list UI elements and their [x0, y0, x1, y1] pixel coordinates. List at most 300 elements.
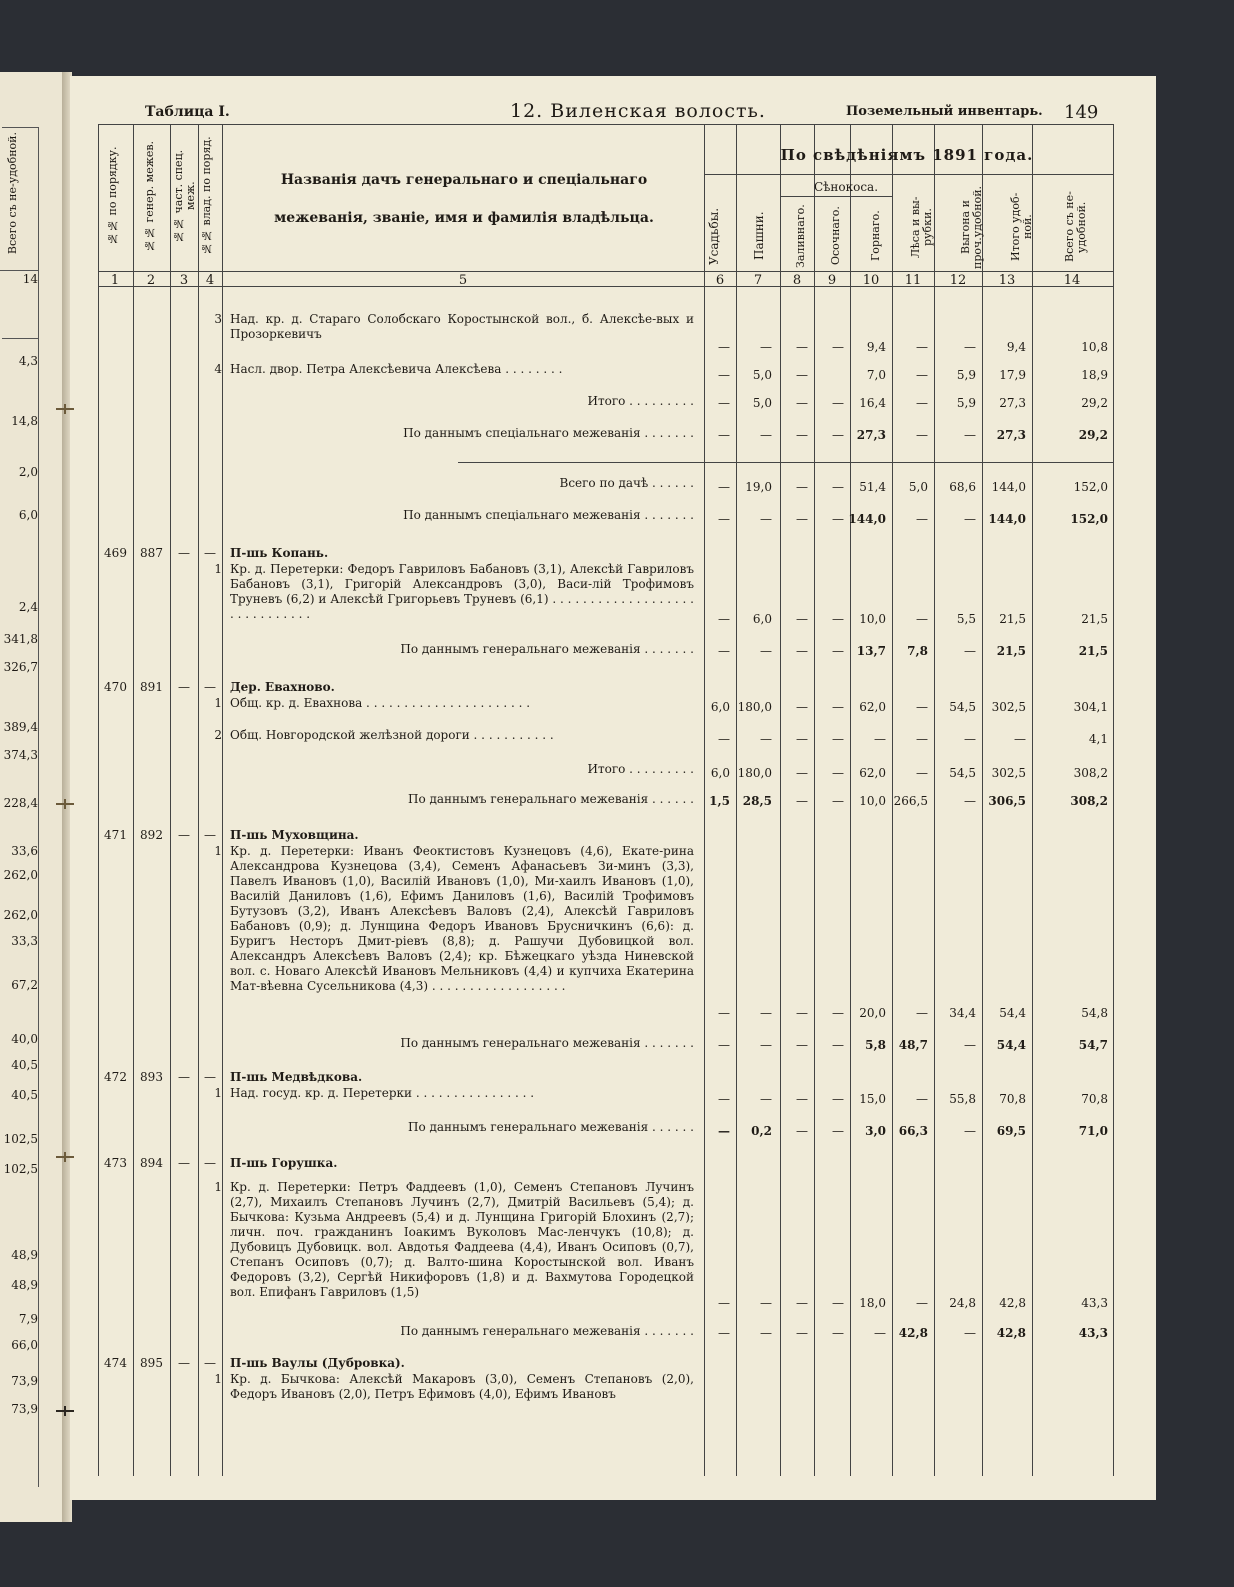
column-header-grand-total: Всего съ не-удобной.	[1063, 191, 1088, 263]
value-cell: —	[916, 766, 928, 780]
left-page-fragment	[0, 72, 64, 1522]
value-cell: —	[760, 1006, 772, 1020]
binding-clip-icon	[56, 1148, 74, 1166]
binding-clip-icon	[56, 1402, 74, 1420]
value-cell: 308,2	[1073, 766, 1108, 780]
value-cell: —	[832, 644, 844, 658]
row-owner-number: —	[204, 1070, 216, 1084]
row-general-survey-number: 892	[140, 828, 163, 842]
value-cell: 6,0	[710, 700, 730, 714]
value-cell: —	[796, 1038, 808, 1052]
value-cell: —	[916, 340, 928, 354]
value-cell: 62,0	[859, 700, 886, 714]
value-cell: 29,2	[1078, 428, 1108, 442]
column-header-flooded: Заливнаго.	[794, 204, 807, 268]
value-cell: 180,0	[737, 766, 772, 780]
left-page-value: 7,9	[18, 1312, 38, 1326]
owner-description: Кр. д. Перетерки: Федоръ Гавриловъ Бабановъ (3,1), Алексѣй Гавриловъ Бабановъ (3,1), Григорій Александровъ (3,0), Васи-лій Трофимовъ Труневъ (6,2) и Алексѣй Григорьевъ Труневъ (6,1) . . . . . . . . . . . . . . . . . . . . . . . . . . . . . .	[230, 562, 694, 621]
left-page-value: 48,9	[11, 1278, 38, 1292]
value-cell: 27,3	[999, 396, 1026, 410]
column-header-names-line2: межеванія, званіе, имя и фамилія владѣльца.	[274, 210, 654, 226]
row-owner-number: 1	[214, 696, 222, 710]
value-cell: 13,7	[856, 644, 886, 658]
subtotal-label: По даннымъ генеральнаго межеванія . . . . . . .	[400, 642, 694, 656]
value-cell: 68,6	[949, 480, 976, 494]
value-cell: —	[916, 1006, 928, 1020]
header-rule	[780, 196, 892, 197]
value-cell: 55,8	[949, 1092, 976, 1106]
value-cell: 54,8	[1081, 1006, 1108, 1020]
column-header-total-usable: Итого удоб-ной.	[1009, 192, 1034, 262]
row-special-survey-number: —	[178, 1356, 190, 1370]
value-cell: —	[718, 1038, 730, 1052]
value-cell: —	[718, 612, 730, 626]
left-page-value: 228,4	[3, 796, 38, 810]
value-cell: —	[718, 644, 730, 658]
volost-title: 12. Виленская волость.	[510, 100, 766, 122]
value-cell: —	[718, 340, 730, 354]
value-cell: 180,0	[737, 700, 772, 714]
row-owner-number: 1	[214, 844, 222, 858]
column-number: 14	[1063, 273, 1081, 288]
column-rule	[222, 124, 223, 1476]
column-number: 5	[458, 273, 468, 288]
value-cell: 54,4	[999, 1006, 1026, 1020]
value-cell: —	[718, 1326, 730, 1340]
value-cell: —	[796, 794, 808, 808]
value-cell: —	[796, 396, 808, 410]
value-cell: —	[718, 732, 730, 746]
value-cell: —	[718, 1006, 730, 1020]
row-owner-number: 3	[214, 312, 222, 326]
value-cell: 24,8	[949, 1296, 976, 1310]
column-header-special-survey: №№ част. спец. меж.	[172, 149, 197, 243]
value-cell: 42,8	[999, 1296, 1026, 1310]
value-cell: —	[916, 396, 928, 410]
value-cell: —	[1014, 732, 1026, 746]
column-header-order: №№ по порядку.	[106, 146, 119, 246]
left-page-value: 102,5	[3, 1132, 38, 1146]
value-cell: —	[832, 1092, 844, 1106]
value-cell: 9,4	[1006, 340, 1026, 354]
value-cell: —	[796, 644, 808, 658]
left-page-value: 4,3	[18, 354, 38, 368]
value-cell: —	[796, 428, 808, 442]
column-rule	[1113, 124, 1114, 1476]
value-cell: 20,0	[859, 1006, 886, 1020]
page-number: 149	[1064, 102, 1099, 123]
value-cell: —	[832, 1006, 844, 1020]
left-page-value: 40,5	[11, 1058, 38, 1072]
value-cell: 34,4	[949, 1006, 976, 1020]
value-cell: 29,2	[1081, 396, 1108, 410]
document-page	[70, 76, 1156, 1500]
row-order-number: 472	[104, 1070, 127, 1084]
value-cell: —	[874, 732, 886, 746]
subtotal-label: Итого . . . . . . . . .	[587, 762, 694, 776]
value-cell: —	[832, 612, 844, 626]
row-special-survey-number: —	[178, 680, 190, 694]
value-cell: 308,2	[1070, 794, 1108, 808]
value-cell: 42,8	[996, 1326, 1026, 1340]
value-cell: —	[796, 1326, 808, 1340]
column-number: 11	[904, 273, 922, 288]
value-cell: —	[718, 396, 730, 410]
value-cell: —	[760, 1296, 772, 1310]
column-rule	[1032, 124, 1033, 1476]
column-header-pasture: Выгона и проч.удобной.	[959, 185, 984, 269]
left-page-value: 73,9	[11, 1374, 38, 1388]
column-number: 2	[146, 273, 156, 288]
left-page-value: 66,0	[11, 1338, 38, 1352]
value-cell: —	[718, 368, 730, 382]
value-cell: —	[832, 766, 844, 780]
value-cell: 302,5	[991, 766, 1026, 780]
value-cell: —	[874, 1326, 886, 1340]
row-special-survey-number: —	[178, 1156, 190, 1170]
value-cell: 17,9	[999, 368, 1026, 382]
value-cell: —	[796, 612, 808, 626]
value-cell: 27,3	[856, 428, 886, 442]
value-cell: —	[964, 512, 976, 526]
row-order-number: 473	[104, 1156, 127, 1170]
left-page-value: 262,0	[3, 908, 38, 922]
value-cell: —	[718, 1092, 730, 1106]
value-cell: —	[832, 428, 844, 442]
left-page-value: 262,0	[3, 868, 38, 882]
left-page-rule	[38, 127, 39, 1487]
value-cell: —	[964, 340, 976, 354]
value-cell: —	[796, 1092, 808, 1106]
column-header-upland: Горнаго.	[869, 210, 882, 262]
value-cell: —	[760, 512, 772, 526]
value-cell: 70,8	[1081, 1092, 1108, 1106]
left-page-value: 389,4	[3, 720, 38, 734]
section-title: Поземельный инвентарь.	[846, 104, 1043, 119]
column-header-sedge: Осочнаго.	[829, 206, 842, 266]
owner-description: Общ. Новгородской желѣзной дороги . . . . . . . . . . .	[230, 728, 554, 742]
value-cell: 5,0	[908, 480, 928, 494]
value-cell: 3,0	[865, 1124, 886, 1138]
subtotal-label: По даннымъ генеральнаго межеванія . . . . . .	[407, 1120, 694, 1134]
value-cell: —	[964, 1038, 976, 1052]
left-page-value: 102,5	[3, 1162, 38, 1176]
column-number: 9	[827, 273, 837, 288]
column-header-general-survey: №№ генер. межев.	[143, 140, 156, 252]
value-cell: 144,0	[988, 512, 1026, 526]
value-cell: 48,7	[898, 1038, 928, 1052]
left-page-value: 341,8	[3, 632, 38, 646]
value-cell: 6,0	[710, 766, 730, 780]
column-header-names-line1: Названія дачъ генеральнаго и спеціальнаго	[280, 172, 648, 188]
left-page-value: 40,0	[11, 1032, 38, 1046]
value-cell: 266,5	[893, 794, 928, 808]
value-cell: 9,4	[866, 340, 886, 354]
column-group-hay: Сѣнокоса.	[813, 180, 879, 194]
value-cell: —	[760, 732, 772, 746]
subtotal-rule	[458, 462, 1113, 463]
header-rule	[98, 271, 1113, 272]
value-cell: 54,5	[949, 700, 976, 714]
left-page-value: 6,0	[18, 508, 38, 522]
left-page-value: 326,7	[3, 660, 38, 674]
value-cell: —	[832, 340, 844, 354]
row-special-survey-number: —	[178, 546, 190, 560]
row-owner-number: 1	[214, 1086, 222, 1100]
owner-description: Общ. кр. д. Евахнова . . . . . . . . . . . . . . . . . . . . . .	[230, 696, 531, 710]
value-cell: —	[796, 1296, 808, 1310]
owner-description: Над. госуд. кр. д. Перетерки . . . . . . . . . . . . . . . .	[230, 1086, 535, 1100]
row-owner-number: 1	[214, 1372, 222, 1386]
value-cell: —	[718, 428, 730, 442]
value-cell: 302,5	[991, 700, 1026, 714]
value-cell: —	[832, 1326, 844, 1340]
row-owner-number: —	[204, 680, 216, 694]
row-owner-number: 4	[214, 362, 222, 376]
value-cell: —	[964, 794, 976, 808]
value-cell: 71,0	[1078, 1124, 1108, 1138]
owner-description: Насл. двор. Петра Алексѣевича Алексѣева . . . . . . . .	[230, 362, 563, 376]
value-cell: —	[718, 1296, 730, 1310]
value-cell: 15,0	[859, 1092, 886, 1106]
subtotal-label: По даннымъ спеціальнаго межеванія . . . . . . .	[403, 426, 694, 440]
column-number: 7	[753, 273, 763, 288]
row-owner-number: 1	[214, 562, 222, 576]
value-cell: —	[832, 512, 844, 526]
value-cell: —	[760, 644, 772, 658]
column-number: 4	[205, 273, 215, 288]
row-order-number: 474	[104, 1356, 127, 1370]
value-cell: 152,0	[1073, 480, 1108, 494]
row-order-number: 470	[104, 680, 127, 694]
value-cell: 10,8	[1081, 340, 1108, 354]
column-rule	[198, 124, 199, 1476]
value-cell: —	[796, 340, 808, 354]
estate-title: П-шь Медвѣдкова.	[230, 1070, 363, 1084]
value-cell: 5,5	[956, 612, 976, 626]
column-header-owner-order: №№ влад. по поряд.	[200, 136, 213, 256]
value-cell: 27,3	[996, 428, 1026, 442]
column-rule	[98, 124, 99, 1476]
value-cell: 0,2	[751, 1124, 772, 1138]
left-page-value: 33,6	[11, 844, 38, 858]
row-special-survey-number: —	[178, 1070, 190, 1084]
value-cell: —	[796, 732, 808, 746]
column-number: 8	[792, 273, 802, 288]
value-cell: —	[964, 732, 976, 746]
value-cell: 51,4	[859, 480, 886, 494]
column-header-arable: Пашни.	[752, 211, 766, 261]
value-cell: —	[964, 644, 976, 658]
value-cell: —	[832, 700, 844, 714]
column-number: 10	[862, 273, 880, 288]
row-owner-number: 1	[214, 1180, 222, 1194]
column-group-1891: По свѣдѣніямъ 1891 года.	[780, 146, 1034, 164]
value-cell: 7,8	[907, 644, 928, 658]
value-cell: 18,9	[1081, 368, 1108, 382]
estate-title: Дер. Евахново.	[230, 680, 335, 694]
owner-description: Кр. д. Перетерки: Иванъ Феоктистовъ Кузнецовъ (4,6), Екате-рина Александрова Кузнецова (3,4), Семенъ Афанасьевъ Зи-минъ (3,3), Павелъ Ивановъ (1,0), Василій Ивановъ (1,0), Ми-хаилъ Ивановъ (1,0), Василій Даниловъ (1,6), Ефимъ Даниловъ (1,6), Василій Трофимовъ Бутузовъ (3,2), Иванъ Алексѣевъ Валовъ (2,4), Алексѣй Гавриловъ Бабановъ (0,9); д. Лунщина Федоръ Ивановъ Брусничкинъ (6,6): д. Буригъ Несторъ Дмит-ріевъ (8,8); д. Рашучи Дубовицкой вол. Александръ Алексѣевъ Валовъ (2,4); кр. Бѣжецкаго уѣзда Ниневской вол. с. Новаго Алексѣй Ивановъ Мельниковъ (4,4) и купчиха Екатерина Мат-вѣевна Сусельникова (4,3) . . . . . . . . . . . . . . . . . .	[230, 844, 694, 993]
estate-title: П-шь Горушка.	[230, 1156, 338, 1170]
value-cell: —	[760, 1092, 772, 1106]
value-cell: —	[796, 766, 808, 780]
value-cell: 5,9	[956, 368, 976, 382]
value-cell: —	[916, 428, 928, 442]
value-cell: 144,0	[991, 480, 1026, 494]
value-cell: —	[760, 340, 772, 354]
left-page-value: 48,9	[11, 1248, 38, 1262]
row-general-survey-number: 893	[140, 1070, 163, 1084]
row-general-survey-number: 891	[140, 680, 163, 694]
column-rule	[170, 124, 171, 1476]
owner-description: Кр. д. Перетерки: Петръ Фаддеевъ (1,0), Семенъ Степановъ Лучинъ (2,7), Михаилъ Степановъ Лучинъ (2,7), Дмитрій Васильевъ (5,4); д. Бычкова: Кузьма Андреевъ (5,4) и д. Лунщина Григорій Блохинъ (2,7); личн. поч. гражданинъ Іоакимъ Вуколовъ Мас-ленчукъ (10,8); д. Дубовицъ Дубовицк. вол. Авдотья Фаддеева (4,4), Иванъ Осиповъ (0,7), Степанъ Осиповъ (0,7); д. Валто-шина Коростынской вол. Иванъ Федоровъ (3,2), Сергѣй Никифоровъ (1,8) и д. Вахмутова Городецкой вол. Епифанъ Гавриловъ (1,5)	[230, 1180, 694, 1299]
value-cell: 5,0	[752, 368, 772, 382]
column-header-homesteads: Усадьбы.	[707, 207, 721, 265]
subtotal-label: Всего по дачѣ . . . . . .	[559, 476, 694, 490]
value-cell: —	[796, 700, 808, 714]
left-page-value: 2,4	[18, 600, 38, 614]
left-page-value: 33,3	[11, 934, 38, 948]
value-cell: 304,1	[1073, 700, 1108, 714]
value-cell: 62,0	[859, 766, 886, 780]
subtotal-label: По даннымъ генеральнаго межеванія . . . . . .	[407, 792, 694, 806]
value-cell: —	[916, 700, 928, 714]
value-cell: 70,8	[999, 1092, 1026, 1106]
left-page-value: 67,2	[11, 978, 38, 992]
column-number: 6	[715, 273, 725, 288]
value-cell: 28,5	[742, 794, 772, 808]
row-general-survey-number: 895	[140, 1356, 163, 1370]
value-cell: 152,0	[1070, 512, 1108, 526]
subtotal-label: По даннымъ спеціальнаго межеванія . . . . . . .	[403, 508, 694, 522]
value-cell: —	[964, 1124, 976, 1138]
value-cell: —	[832, 794, 844, 808]
left-page-rule	[0, 270, 38, 271]
value-cell: 21,5	[999, 612, 1026, 626]
row-general-survey-number: 894	[140, 1156, 163, 1170]
column-header-forest: Лѣса и вы-рубки.	[909, 196, 934, 258]
value-cell: 43,3	[1078, 1326, 1108, 1340]
value-cell: —	[832, 480, 844, 494]
value-cell: —	[916, 1296, 928, 1310]
value-cell: 5,9	[956, 396, 976, 410]
subtotal-label: Итого . . . . . . . . .	[587, 394, 694, 408]
subtotal-label: По даннымъ генеральнаго межеванія . . . . . . .	[400, 1036, 694, 1050]
value-cell: —	[916, 512, 928, 526]
owner-description: Над. кр. д. Стараго Солобскаго Коростынской вол., б. Алексѣе-вых и Прозоркевичъ	[230, 312, 694, 341]
value-cell: 10,0	[859, 794, 886, 808]
value-cell: 54,5	[949, 766, 976, 780]
left-page-value: 2,0	[18, 465, 38, 479]
value-cell: 10,0	[859, 612, 886, 626]
column-number: 1	[110, 273, 120, 288]
value-cell: —	[916, 732, 928, 746]
value-cell: —	[718, 512, 730, 526]
value-cell: 306,5	[988, 794, 1026, 808]
value-cell: —	[760, 428, 772, 442]
left-page-column-header: Всего съ не-удобной.	[2, 127, 39, 339]
header-rule	[704, 174, 1113, 175]
value-cell: 18,0	[859, 1296, 886, 1310]
column-rule	[133, 124, 134, 1476]
value-cell: —	[916, 612, 928, 626]
column-number: 3	[179, 273, 189, 288]
value-cell: —	[832, 1296, 844, 1310]
value-cell: 4,1	[1088, 732, 1108, 746]
left-page-value: 73,9	[11, 1402, 38, 1416]
table-label: Таблица I.	[145, 104, 230, 120]
value-cell: —	[832, 732, 844, 746]
value-cell: 19,0	[745, 480, 772, 494]
row-order-number: 471	[104, 828, 127, 842]
value-cell: 7,0	[866, 368, 886, 382]
binding-clip-icon	[56, 400, 74, 418]
binding-clip-icon	[56, 795, 74, 813]
subtotal-label: По даннымъ генеральнаго межеванія . . . . . . .	[400, 1324, 694, 1338]
row-order-number: 469	[104, 546, 127, 560]
estate-title: П-шь Ваулы (Дубровка).	[230, 1356, 405, 1370]
value-cell: —	[718, 480, 730, 494]
row-owner-number: —	[204, 1356, 216, 1370]
value-cell: —	[718, 1124, 730, 1138]
left-page-value: 374,3	[3, 748, 38, 762]
value-cell: 54,4	[996, 1038, 1026, 1052]
value-cell: 1,5	[709, 794, 730, 808]
value-cell: 21,5	[996, 644, 1026, 658]
value-cell: —	[916, 1092, 928, 1106]
left-page-column-number: 14	[22, 272, 38, 286]
left-page-value: 14,8	[11, 414, 38, 428]
value-cell: 21,5	[1078, 644, 1108, 658]
row-general-survey-number: 887	[140, 546, 163, 560]
value-cell: 144,0	[848, 512, 886, 526]
value-cell: 5,8	[865, 1038, 886, 1052]
value-cell: —	[796, 1124, 808, 1138]
value-cell: —	[964, 1326, 976, 1340]
column-number: 12	[949, 273, 967, 288]
row-owner-number: —	[204, 828, 216, 842]
value-cell: —	[760, 1038, 772, 1052]
estate-title: П-шь Копань.	[230, 546, 329, 560]
owner-description: Кр. д. Бычкова: Алексѣй Макаровъ (3,0), Семенъ Степановъ (2,0), Федоръ Ивановъ (2,0), Петръ Ефимовъ (4,0), Ефимъ Ивановъ	[230, 1372, 694, 1401]
left-page-value: 40,5	[11, 1088, 38, 1102]
value-cell: —	[964, 428, 976, 442]
value-cell: —	[832, 1124, 844, 1138]
value-cell: 21,5	[1081, 612, 1108, 626]
value-cell: 42,8	[898, 1326, 928, 1340]
row-owner-number: 2	[214, 728, 222, 742]
value-cell: —	[796, 1006, 808, 1020]
row-owner-number: —	[204, 1156, 216, 1170]
value-cell: 16,4	[859, 396, 886, 410]
value-cell: 6,0	[752, 612, 772, 626]
row-special-survey-number: —	[178, 828, 190, 842]
value-cell: —	[916, 368, 928, 382]
value-cell: —	[796, 512, 808, 526]
value-cell: —	[796, 480, 808, 494]
value-cell: —	[832, 1038, 844, 1052]
column-number: 13	[998, 273, 1016, 288]
column-rule	[982, 124, 983, 1476]
row-owner-number: —	[204, 546, 216, 560]
value-cell: —	[796, 368, 808, 382]
value-cell: 69,5	[996, 1124, 1026, 1138]
header-rule	[98, 124, 1113, 125]
estate-title: П-шь Муховщина.	[230, 828, 359, 842]
value-cell: 66,3	[898, 1124, 928, 1138]
value-cell: —	[760, 1326, 772, 1340]
value-cell: 54,7	[1078, 1038, 1108, 1052]
